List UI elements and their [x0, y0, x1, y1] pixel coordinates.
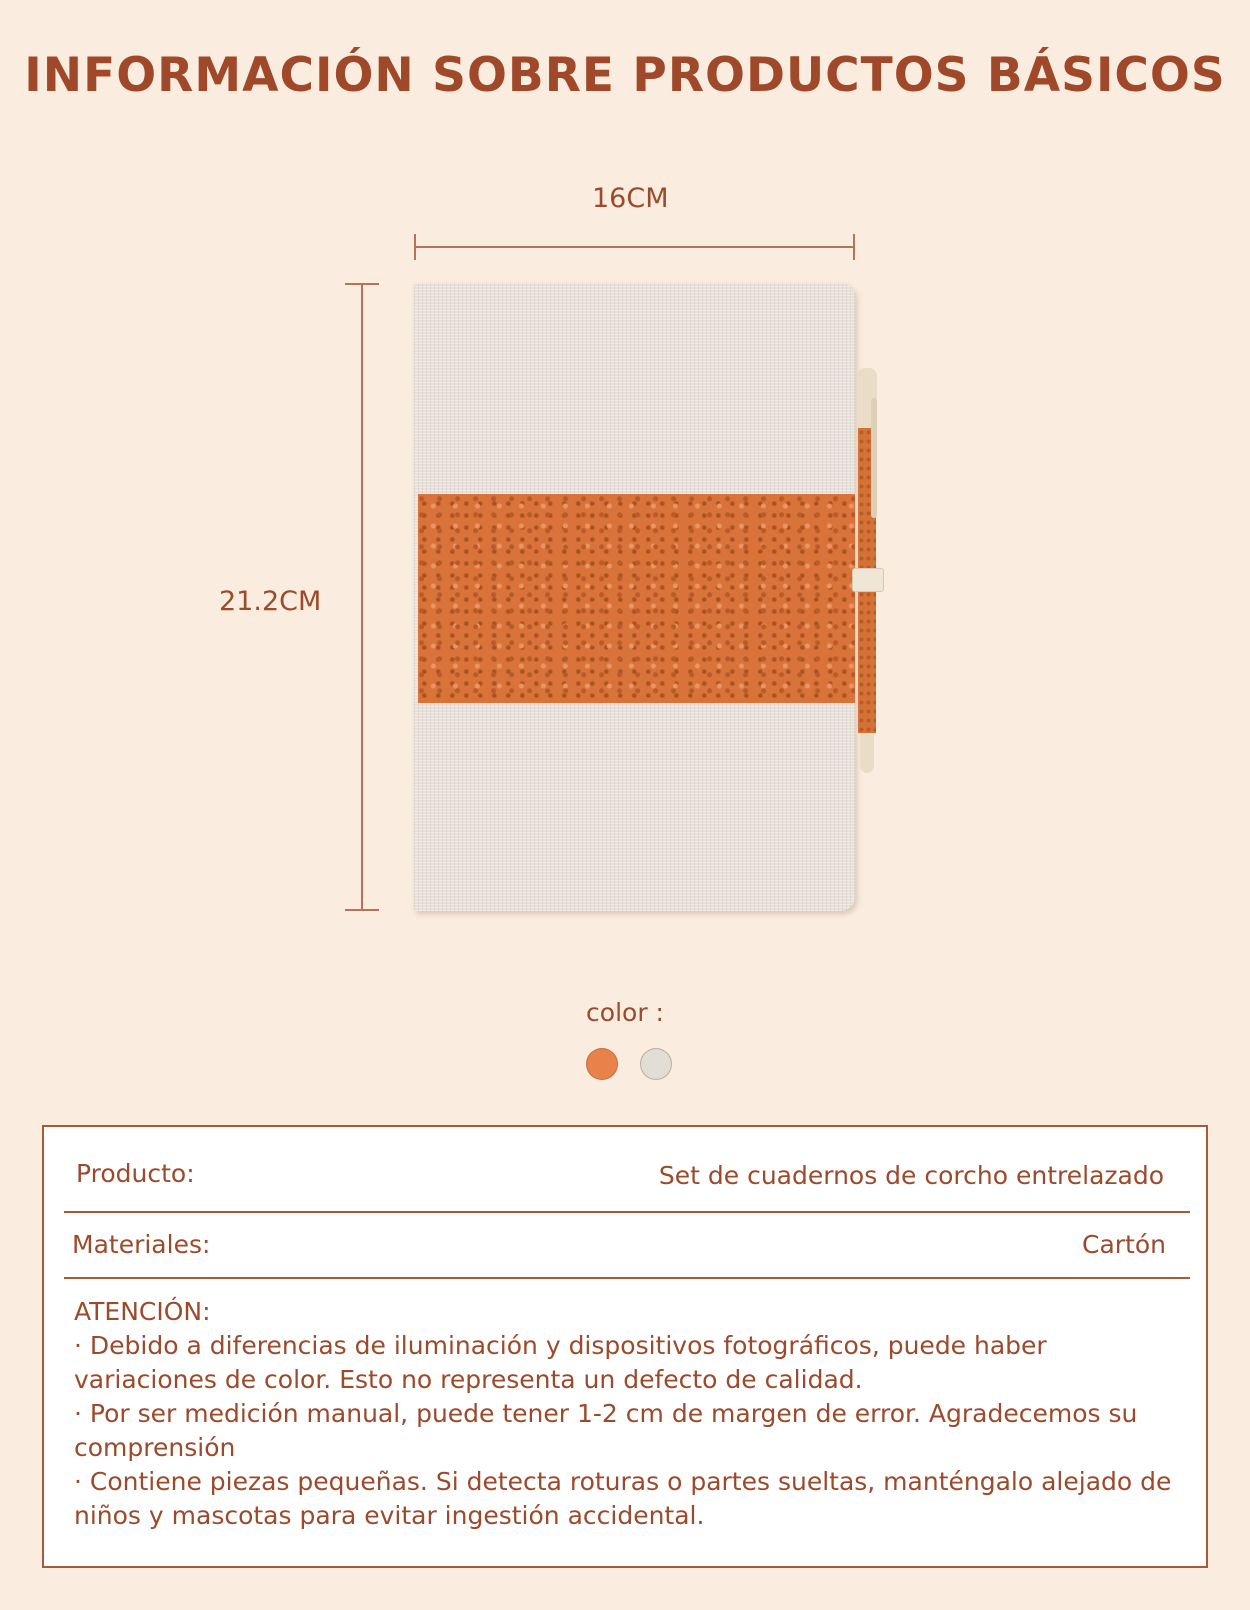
height-dimension-cap-bottom — [345, 909, 379, 911]
pen-tip — [860, 733, 874, 773]
height-dimension-line — [361, 283, 363, 911]
cork-band — [418, 494, 855, 703]
width-dimension-cap-left — [414, 234, 416, 260]
attention-section — [74, 1295, 1184, 1533]
width-dimension-cap-right — [853, 234, 855, 260]
width-dimension-label: 16CM — [592, 183, 669, 214]
product-label: Producto: — [76, 1159, 195, 1188]
attention-item: · Contiene piezas pequeñas. Si detecta roturas o partes sueltas, manténgalo alejado de niños y mascotas para evitar ingestión accidental. — [74, 1467, 1172, 1530]
color-swatch-linen[interactable] — [640, 1048, 672, 1080]
row-divider — [64, 1277, 1190, 1279]
color-swatch-cork[interactable] — [586, 1048, 618, 1080]
attention-item: · Por ser medición manual, puede tener 1-2 cm de margen de error. Agradecemos su comprensión — [74, 1399, 1138, 1462]
height-dimension-cap-top — [345, 283, 379, 285]
pen-clip — [871, 398, 877, 518]
color-label: color : — [586, 998, 664, 1027]
height-dimension-label: 21.2CM — [219, 586, 322, 617]
product-info-box — [42, 1125, 1208, 1568]
pen-elastic-strap — [852, 568, 884, 592]
attention-title: ATENCIÓN: — [74, 1297, 211, 1326]
page-title: INFORMACIÓN SOBRE PRODUCTOS BÁSICOS — [24, 48, 1226, 103]
width-dimension-line — [414, 246, 855, 248]
materials-label: Materiales: — [72, 1230, 211, 1259]
product-value: Set de cuadernos de corcho entrelazado — [658, 1161, 1164, 1190]
row-divider — [64, 1211, 1190, 1213]
materials-value: Cartón — [1082, 1230, 1166, 1259]
attention-item: · Debido a diferencias de iluminación y dispositivos fotográficos, puede haber variaciones de color. Esto no representa un defecto de calidad. — [74, 1331, 1047, 1394]
